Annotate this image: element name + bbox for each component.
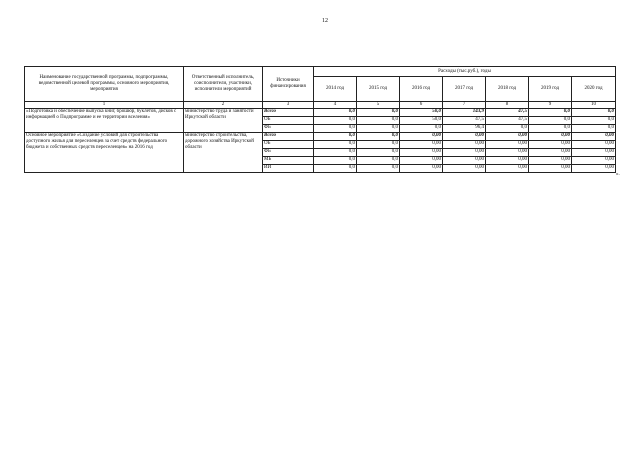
- value-cell: 0,0: [400, 125, 443, 133]
- column-number: 9: [529, 102, 572, 109]
- activity-name: Основное мероприятие «Создание условий для строительства доступного жилья для переселенцев за счет средств федерального бюджета и собственных средств переселенцев» на 2016 год: [25, 133, 184, 173]
- value-cell: 0,0: [357, 117, 400, 125]
- column-number: 5: [357, 102, 400, 109]
- value-cell: 50,0: [400, 109, 443, 117]
- value-cell: 0,00: [529, 149, 572, 157]
- responsible-executor: министерство труда и занятости Иркутской области: [184, 109, 263, 133]
- header-expenses: Расходы (тыс.руб.), годы: [314, 67, 616, 77]
- value-cell: 0,0: [572, 125, 616, 133]
- funding-source: ФБ: [263, 125, 314, 133]
- funding-source: МБ: [263, 157, 314, 165]
- value-cell: 0,0: [529, 117, 572, 125]
- column-number: 10: [572, 102, 616, 109]
- value-cell: 0,0: [572, 117, 616, 125]
- activity-name: «Подготовка и обеспечение выпуска книг, брошюр, буклетов, дисков с информацией о Подпрограмме и ее территории вселения»: [25, 109, 184, 133]
- value-cell: 0,00: [529, 141, 572, 149]
- column-number: 4: [314, 102, 357, 109]
- column-number: 2: [184, 102, 263, 109]
- header-year: 2015 год: [357, 77, 400, 102]
- column-number: 7: [443, 102, 486, 109]
- header-year: 2014 год: [314, 77, 357, 102]
- header-year: 2019 год: [529, 77, 572, 102]
- value-cell: 0,00: [529, 157, 572, 165]
- value-cell: 0,00: [443, 149, 486, 157]
- value-cell: 0,00: [400, 165, 443, 173]
- value-cell: 47,5: [443, 117, 486, 125]
- value-cell: 0,00: [486, 165, 529, 173]
- value-cell: 0,00: [400, 149, 443, 157]
- value-cell: 0,00: [400, 133, 443, 141]
- page-number: 12: [322, 18, 328, 24]
- value-cell: 0,00: [486, 133, 529, 141]
- value-cell: 0,00: [486, 149, 529, 157]
- value-cell: 0,00: [529, 165, 572, 173]
- value-cell: 0,0: [357, 141, 400, 149]
- value-cell: 0,0: [529, 125, 572, 133]
- value-cell: 96,4: [443, 125, 486, 133]
- header-responsible: Ответственный исполнитель, соисполнители, участники, исполнители мероприятий: [184, 67, 263, 102]
- funding-source: Всего: [263, 109, 314, 117]
- column-number: 8: [486, 102, 529, 109]
- value-cell: 0,00: [486, 141, 529, 149]
- funding-source: ИИ: [263, 165, 314, 173]
- value-cell: 0,0: [314, 157, 357, 165]
- value-cell: 0,00: [486, 157, 529, 165]
- funding-source: ОБ: [263, 141, 314, 149]
- table-row: [25, 109, 616, 117]
- value-cell: 0,0: [529, 109, 572, 117]
- value-cell: 0,00: [572, 141, 616, 149]
- value-cell: 50,0: [400, 117, 443, 125]
- header-year: 2018 год: [486, 77, 529, 102]
- table-row: [25, 133, 616, 141]
- value-cell: 0,0: [357, 157, 400, 165]
- funding-source: ФБ: [263, 149, 314, 157]
- value-cell: 0,00: [400, 157, 443, 165]
- expenses-table: [24, 66, 616, 173]
- value-cell: 0,0: [357, 109, 400, 117]
- value-cell: 0,0: [314, 125, 357, 133]
- value-cell: 0,00: [443, 165, 486, 173]
- value-cell: 0,00: [529, 133, 572, 141]
- value-cell: 0,0: [357, 125, 400, 133]
- header-year: 2016 год: [400, 77, 443, 102]
- header-name: Наименование государственной программы, подпрограммы, ведомственной целевой программы, основного мероприятия, мероприятия: [25, 67, 184, 102]
- column-number: 1: [25, 102, 184, 109]
- value-cell: 47,5: [486, 109, 529, 117]
- value-cell: 143,9: [443, 109, 486, 117]
- responsible-executor: министерство строительства, дорожного хозяйства Иркутской области: [184, 133, 263, 173]
- header-source: Источники финансирования: [263, 67, 314, 102]
- value-cell: 0,00: [443, 141, 486, 149]
- value-cell: 0,00: [443, 133, 486, 141]
- value-cell: 0,0: [357, 165, 400, 173]
- value-cell: 0,0: [314, 141, 357, 149]
- value-cell: 47,5: [486, 117, 529, 125]
- header-year: 2020 год: [572, 77, 616, 102]
- value-cell: 0,0: [357, 149, 400, 157]
- column-number: 6: [400, 102, 443, 109]
- value-cell: 0,00: [572, 133, 616, 141]
- value-cell: 0,00: [572, 149, 616, 157]
- value-cell: 0,0: [314, 109, 357, 117]
- value-cell: 0,0: [357, 133, 400, 141]
- value-cell: 0,00: [400, 141, 443, 149]
- value-cell: 0,0: [486, 125, 529, 133]
- funding-source: Всего: [263, 133, 314, 141]
- header-year: 2017 год: [443, 77, 486, 102]
- value-cell: 0,0: [572, 109, 616, 117]
- value-cell: 0,0: [314, 133, 357, 141]
- value-cell: 0,0: [314, 165, 357, 173]
- value-cell: 0,0: [314, 149, 357, 157]
- value-cell: 0,00: [572, 157, 616, 165]
- funding-source: ОБ: [263, 117, 314, 125]
- value-cell: 0,00: [443, 157, 486, 165]
- value-cell: 0,0: [314, 117, 357, 125]
- value-cell: 0,00: [572, 165, 616, 173]
- column-number-row: [25, 102, 616, 109]
- closing-quote-mark: ».: [616, 172, 620, 177]
- column-number: 3: [263, 102, 314, 109]
